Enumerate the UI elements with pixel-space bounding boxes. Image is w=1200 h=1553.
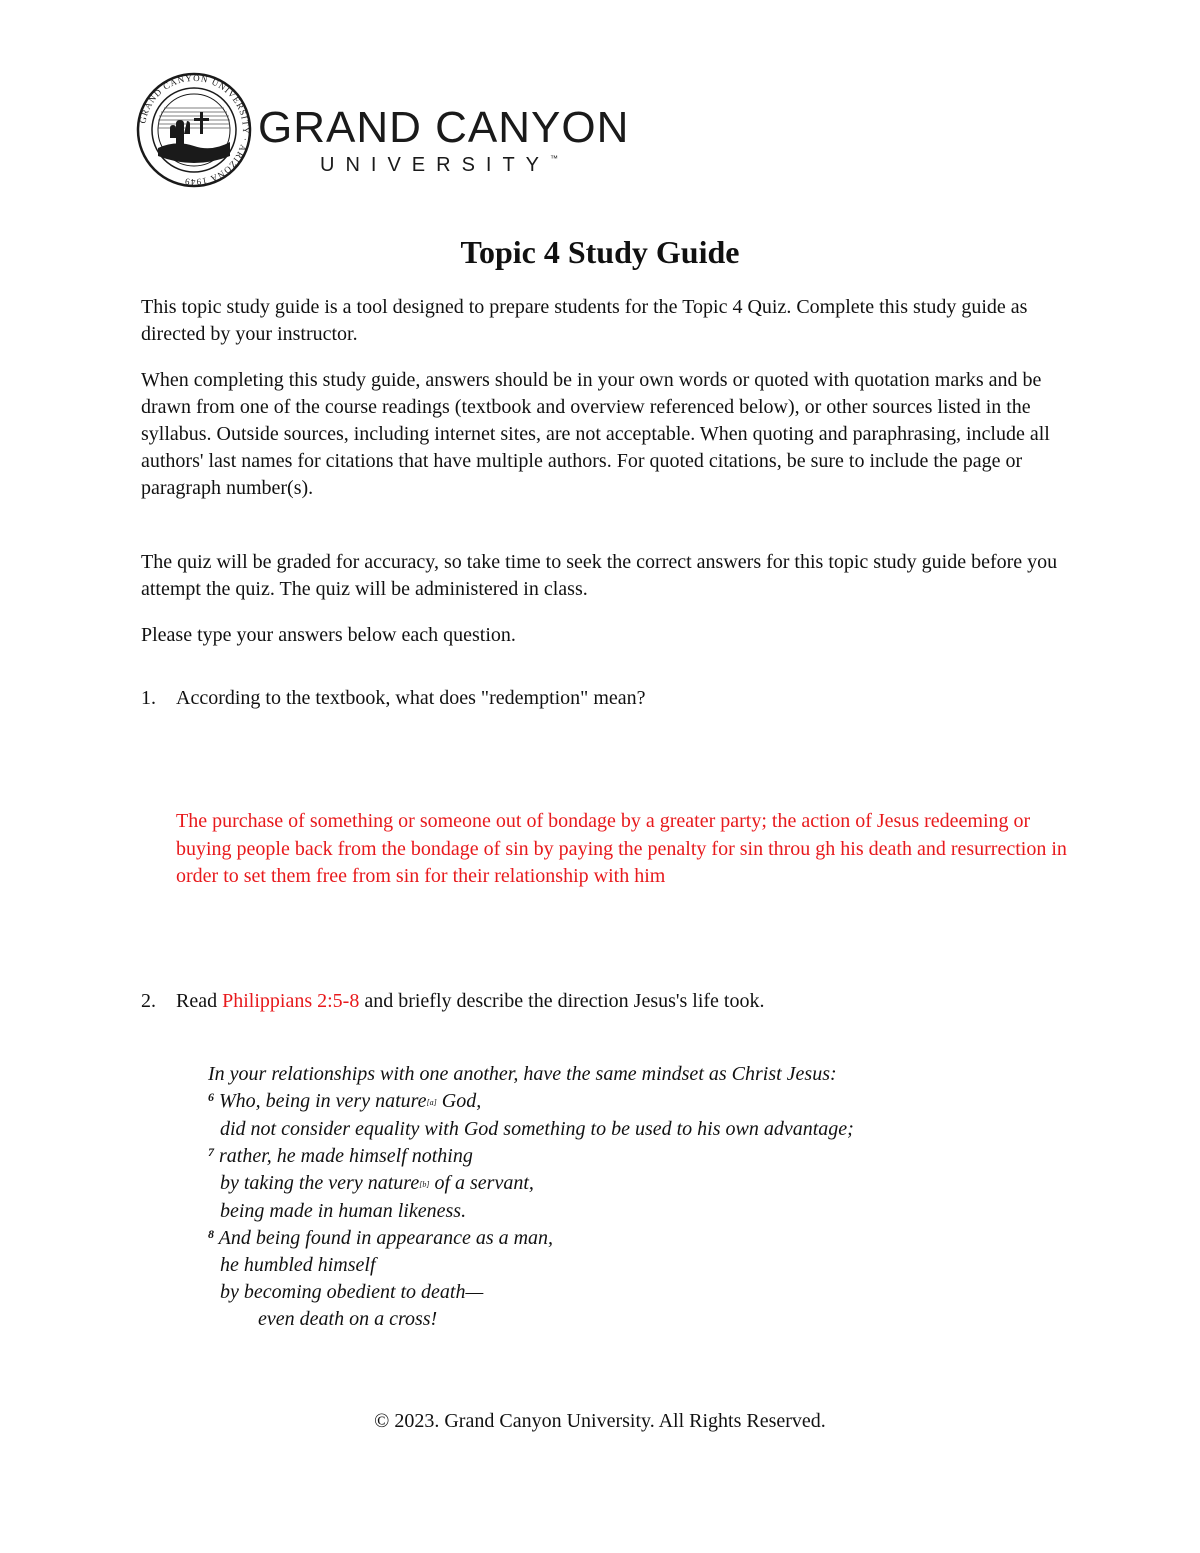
answer-1: The purchase of something or someone out of bondage by a greater party; the action of Jesus redeeming or buying people back from the bondage of sin by paying the penalty for sin throu gh his death and resurrection in order to set them free from sin for their relationship with him bbox=[176, 810, 1067, 887]
verse-line: did not consider equality with God something to be used to his own advantage; bbox=[220, 1118, 854, 1140]
intro-paragraph-3: The quiz will be graded for accuracy, so take time to seek the correct answers for this topic study guide before you attempt the quiz. The quiz will be administered in class. bbox=[141, 551, 1058, 600]
question-text-after: and briefly describe the direction Jesus's life took. bbox=[359, 990, 765, 1012]
footnote-marker: [b] bbox=[419, 1180, 430, 1189]
verse-line: by becoming obedient to death— bbox=[220, 1281, 484, 1303]
question-number: 2. bbox=[141, 990, 156, 1012]
question-text-before: Read bbox=[176, 990, 223, 1012]
question-text: According to the textbook, what does "redemption" mean? bbox=[176, 687, 646, 709]
wordmark-university: UNIVERSITY™ bbox=[320, 154, 559, 176]
question-2 bbox=[141, 988, 1061, 1015]
verse-line: being made in human likeness. bbox=[220, 1200, 467, 1222]
copyright-footer: © 2023. Grand Canyon University. All Rights Reserved. bbox=[374, 1410, 826, 1432]
page-title: Topic 4 Study Guide bbox=[460, 234, 740, 270]
verse-line: In your relationships with one another, have the same mindset as Christ Jesus: bbox=[208, 1063, 837, 1085]
university-wordmark bbox=[258, 104, 629, 177]
wordmark-trademark: ™ bbox=[550, 154, 559, 163]
verse-number: 8 bbox=[208, 1227, 214, 1241]
intro-paragraph-1: This topic study guide is a tool designed to prepare students for the Topic 4 Quiz. Complete this study guide as directed by your instructor. bbox=[141, 296, 1028, 345]
university-seal-logo bbox=[136, 72, 252, 188]
seal-text: GRAND CANYON UNIVERSITY · ARIZONA 1949 bbox=[137, 72, 252, 188]
verse-line: he humbled himself bbox=[220, 1254, 376, 1276]
verse-line: by taking the very nature[b] of a servant, bbox=[220, 1172, 534, 1194]
scripture-reference: Philippians 2:5-8 bbox=[222, 990, 360, 1012]
question-1 bbox=[141, 685, 1061, 712]
verse-line: even death on a cross! bbox=[258, 1308, 438, 1330]
verse-number: 7 bbox=[208, 1145, 214, 1159]
verse-line: $^7$ rather, he made himself nothing bbox=[208, 1145, 473, 1167]
intro-paragraph-2: When completing this study guide, answers should be in your own words or quoted with quotation marks and be drawn from one of the course readings (textbook and overview referenced below), or other sources listed in the syllabus. Outside sources, including internet sites, are not acceptable. When quoting and paraphrasing, include all authors' last names for citations that have multiple authors. For quoted citations, be sure to include the page or paragraph number(s). bbox=[141, 369, 1050, 499]
intro-paragraph-4: Please type your answers below each question. bbox=[141, 624, 516, 646]
footnote-marker: [a] bbox=[426, 1098, 437, 1107]
question-number: 1. bbox=[141, 687, 156, 709]
verse-number: 6 bbox=[208, 1090, 214, 1104]
verse-line: $^8$ And being found in appearance as a man, bbox=[208, 1227, 554, 1249]
wordmark-name: GRAND CANYON bbox=[258, 103, 630, 152]
verse-line: $^6$ Who, being in very nature[a] God, bbox=[208, 1090, 482, 1112]
scripture-quote bbox=[208, 1061, 1068, 1333]
